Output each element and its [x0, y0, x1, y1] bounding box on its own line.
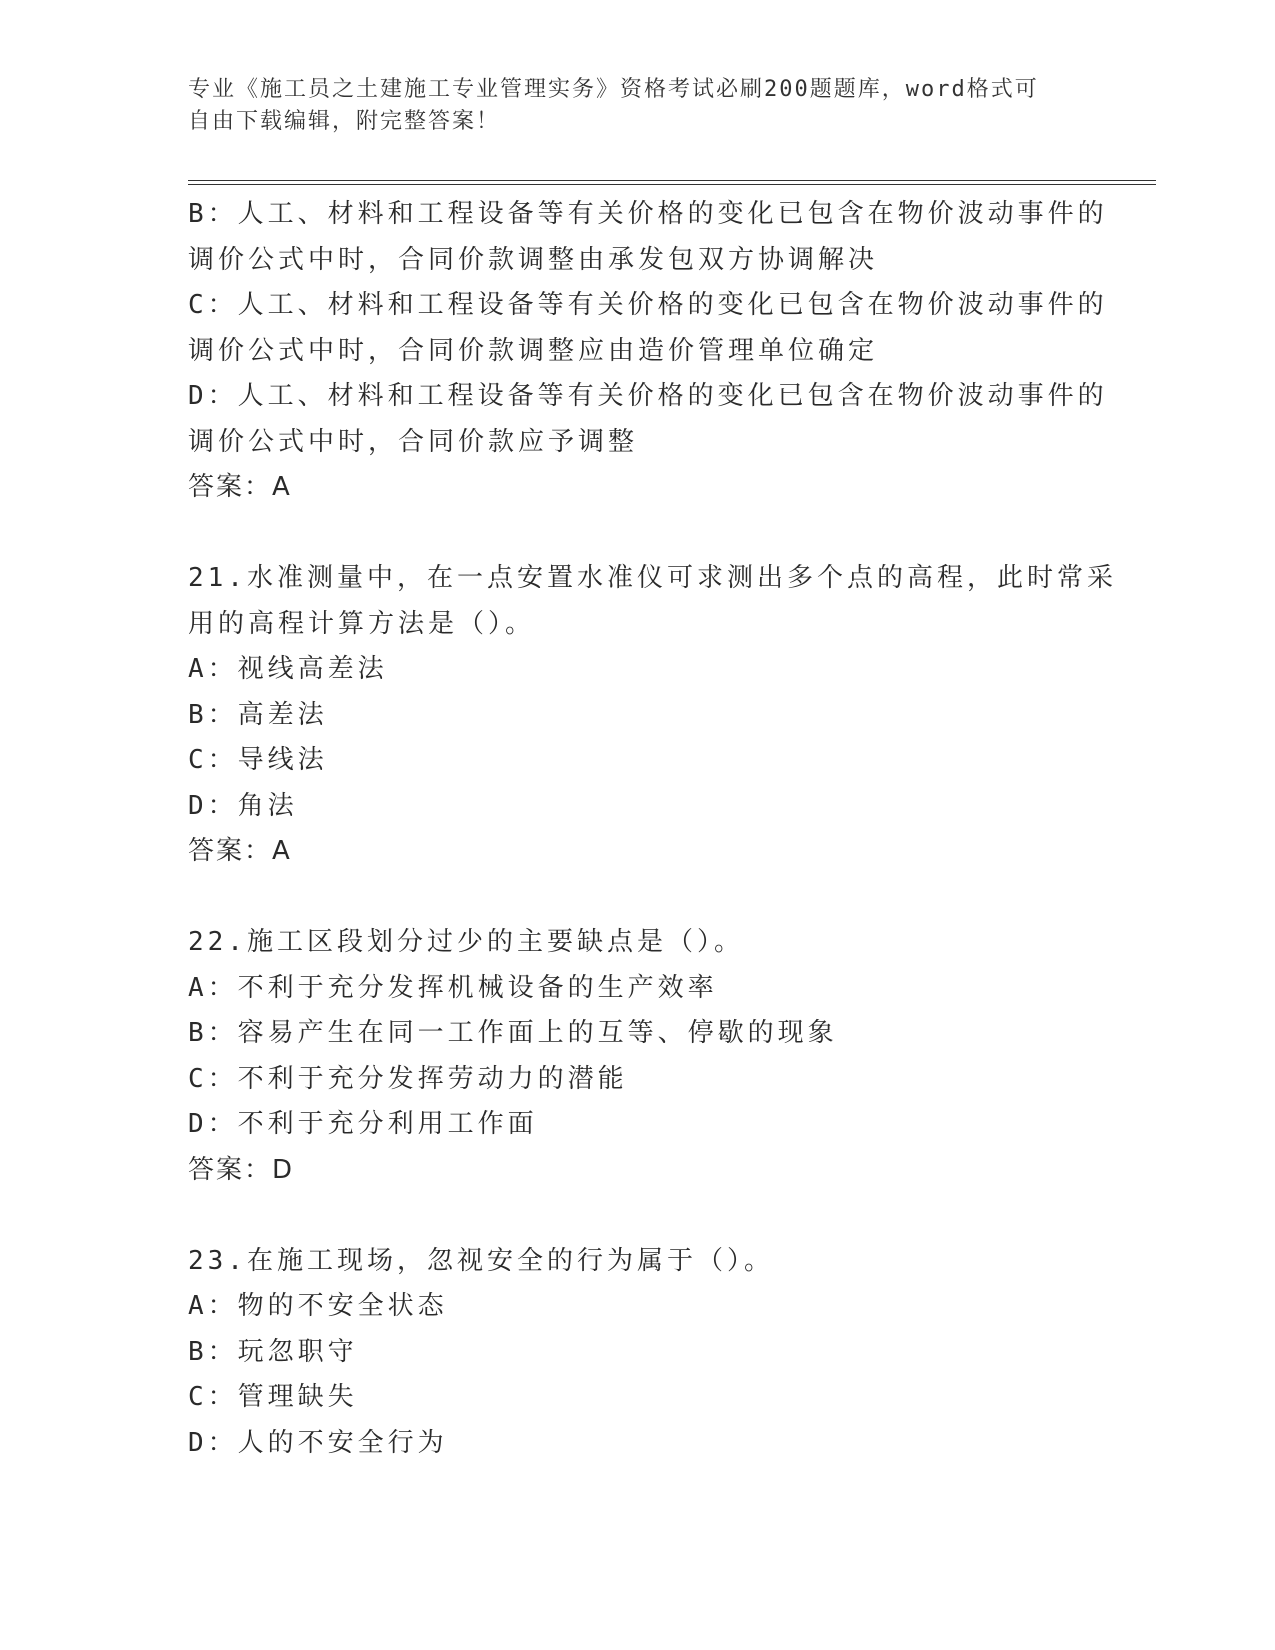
- option-b: B：玩忽职守: [188, 1336, 358, 1367]
- option-b: B：高差法: [188, 699, 328, 730]
- option-d: D：角法: [188, 790, 298, 821]
- question-stem: 23.在施工现场，忽视安全的行为属于（）。: [188, 1245, 774, 1276]
- option-c: C：导线法: [188, 745, 328, 775]
- question-stem: 22.施工区段划分过少的主要缺点是（）。: [188, 927, 744, 957]
- option-d-line-2: 调价公式中时，合同价款应予调整: [188, 426, 639, 457]
- question-22: [188, 920, 1088, 1193]
- header-divider: [188, 180, 1156, 185]
- spacer: [188, 875, 1088, 921]
- question-23: [188, 1239, 1088, 1467]
- option-a: A：物的不安全状态: [188, 1291, 448, 1321]
- option-b-line-1: B：人工、材料和工程设备等有关价格的变化已包含在物价波动事件的: [188, 199, 1108, 229]
- spacer: [188, 1193, 1088, 1239]
- question-stem-line-1: 21.水准测量中，在一点安置水准仪可求测出多个点的高程，此时常采: [188, 563, 1117, 593]
- document-body: [188, 192, 1117, 1466]
- answer: 答案：D: [188, 1154, 295, 1185]
- option-c: C：管理缺失: [188, 1382, 358, 1412]
- option-c-line-1: C：人工、材料和工程设备等有关价格的变化已包含在物价波动事件的: [188, 290, 1108, 320]
- question-stem-line-2: 用的高程计算方法是（）。: [188, 608, 536, 639]
- option-a: A：不利于充分发挥机械设备的生产效率: [188, 972, 718, 1003]
- option-d: D：不利于充分利用工作面: [188, 1109, 538, 1139]
- header-line-1: 专业《施工员之土建施工专业管理实务》资格考试必刷200题题库，word格式可: [188, 77, 1039, 102]
- answer: 答案：A: [188, 472, 292, 502]
- option-b-line-2: 调价公式中时，合同价款调整由承发包双方协调解决: [188, 244, 879, 275]
- option-c: C：不利于充分发挥劳动力的潜能: [188, 1063, 628, 1094]
- option-c-line-2: 调价公式中时，合同价款调整应由造价管理单位确定: [188, 335, 879, 366]
- answer: 答案：A: [188, 836, 292, 866]
- question-20-continued: [188, 192, 1108, 511]
- option-d: D：人的不安全行为: [188, 1427, 448, 1458]
- header-line-2: 自由下载编辑，附完整答案！: [188, 109, 501, 134]
- option-a: A：视线高差法: [188, 654, 388, 684]
- option-d-line-1: D：人工、材料和工程设备等有关价格的变化已包含在物价波动事件的: [188, 381, 1108, 411]
- option-b: B：容易产生在同一工作面上的互等、停歇的现象: [188, 1018, 838, 1048]
- document-header: [188, 74, 1088, 138]
- question-21: [188, 556, 1117, 875]
- spacer: [188, 511, 1088, 557]
